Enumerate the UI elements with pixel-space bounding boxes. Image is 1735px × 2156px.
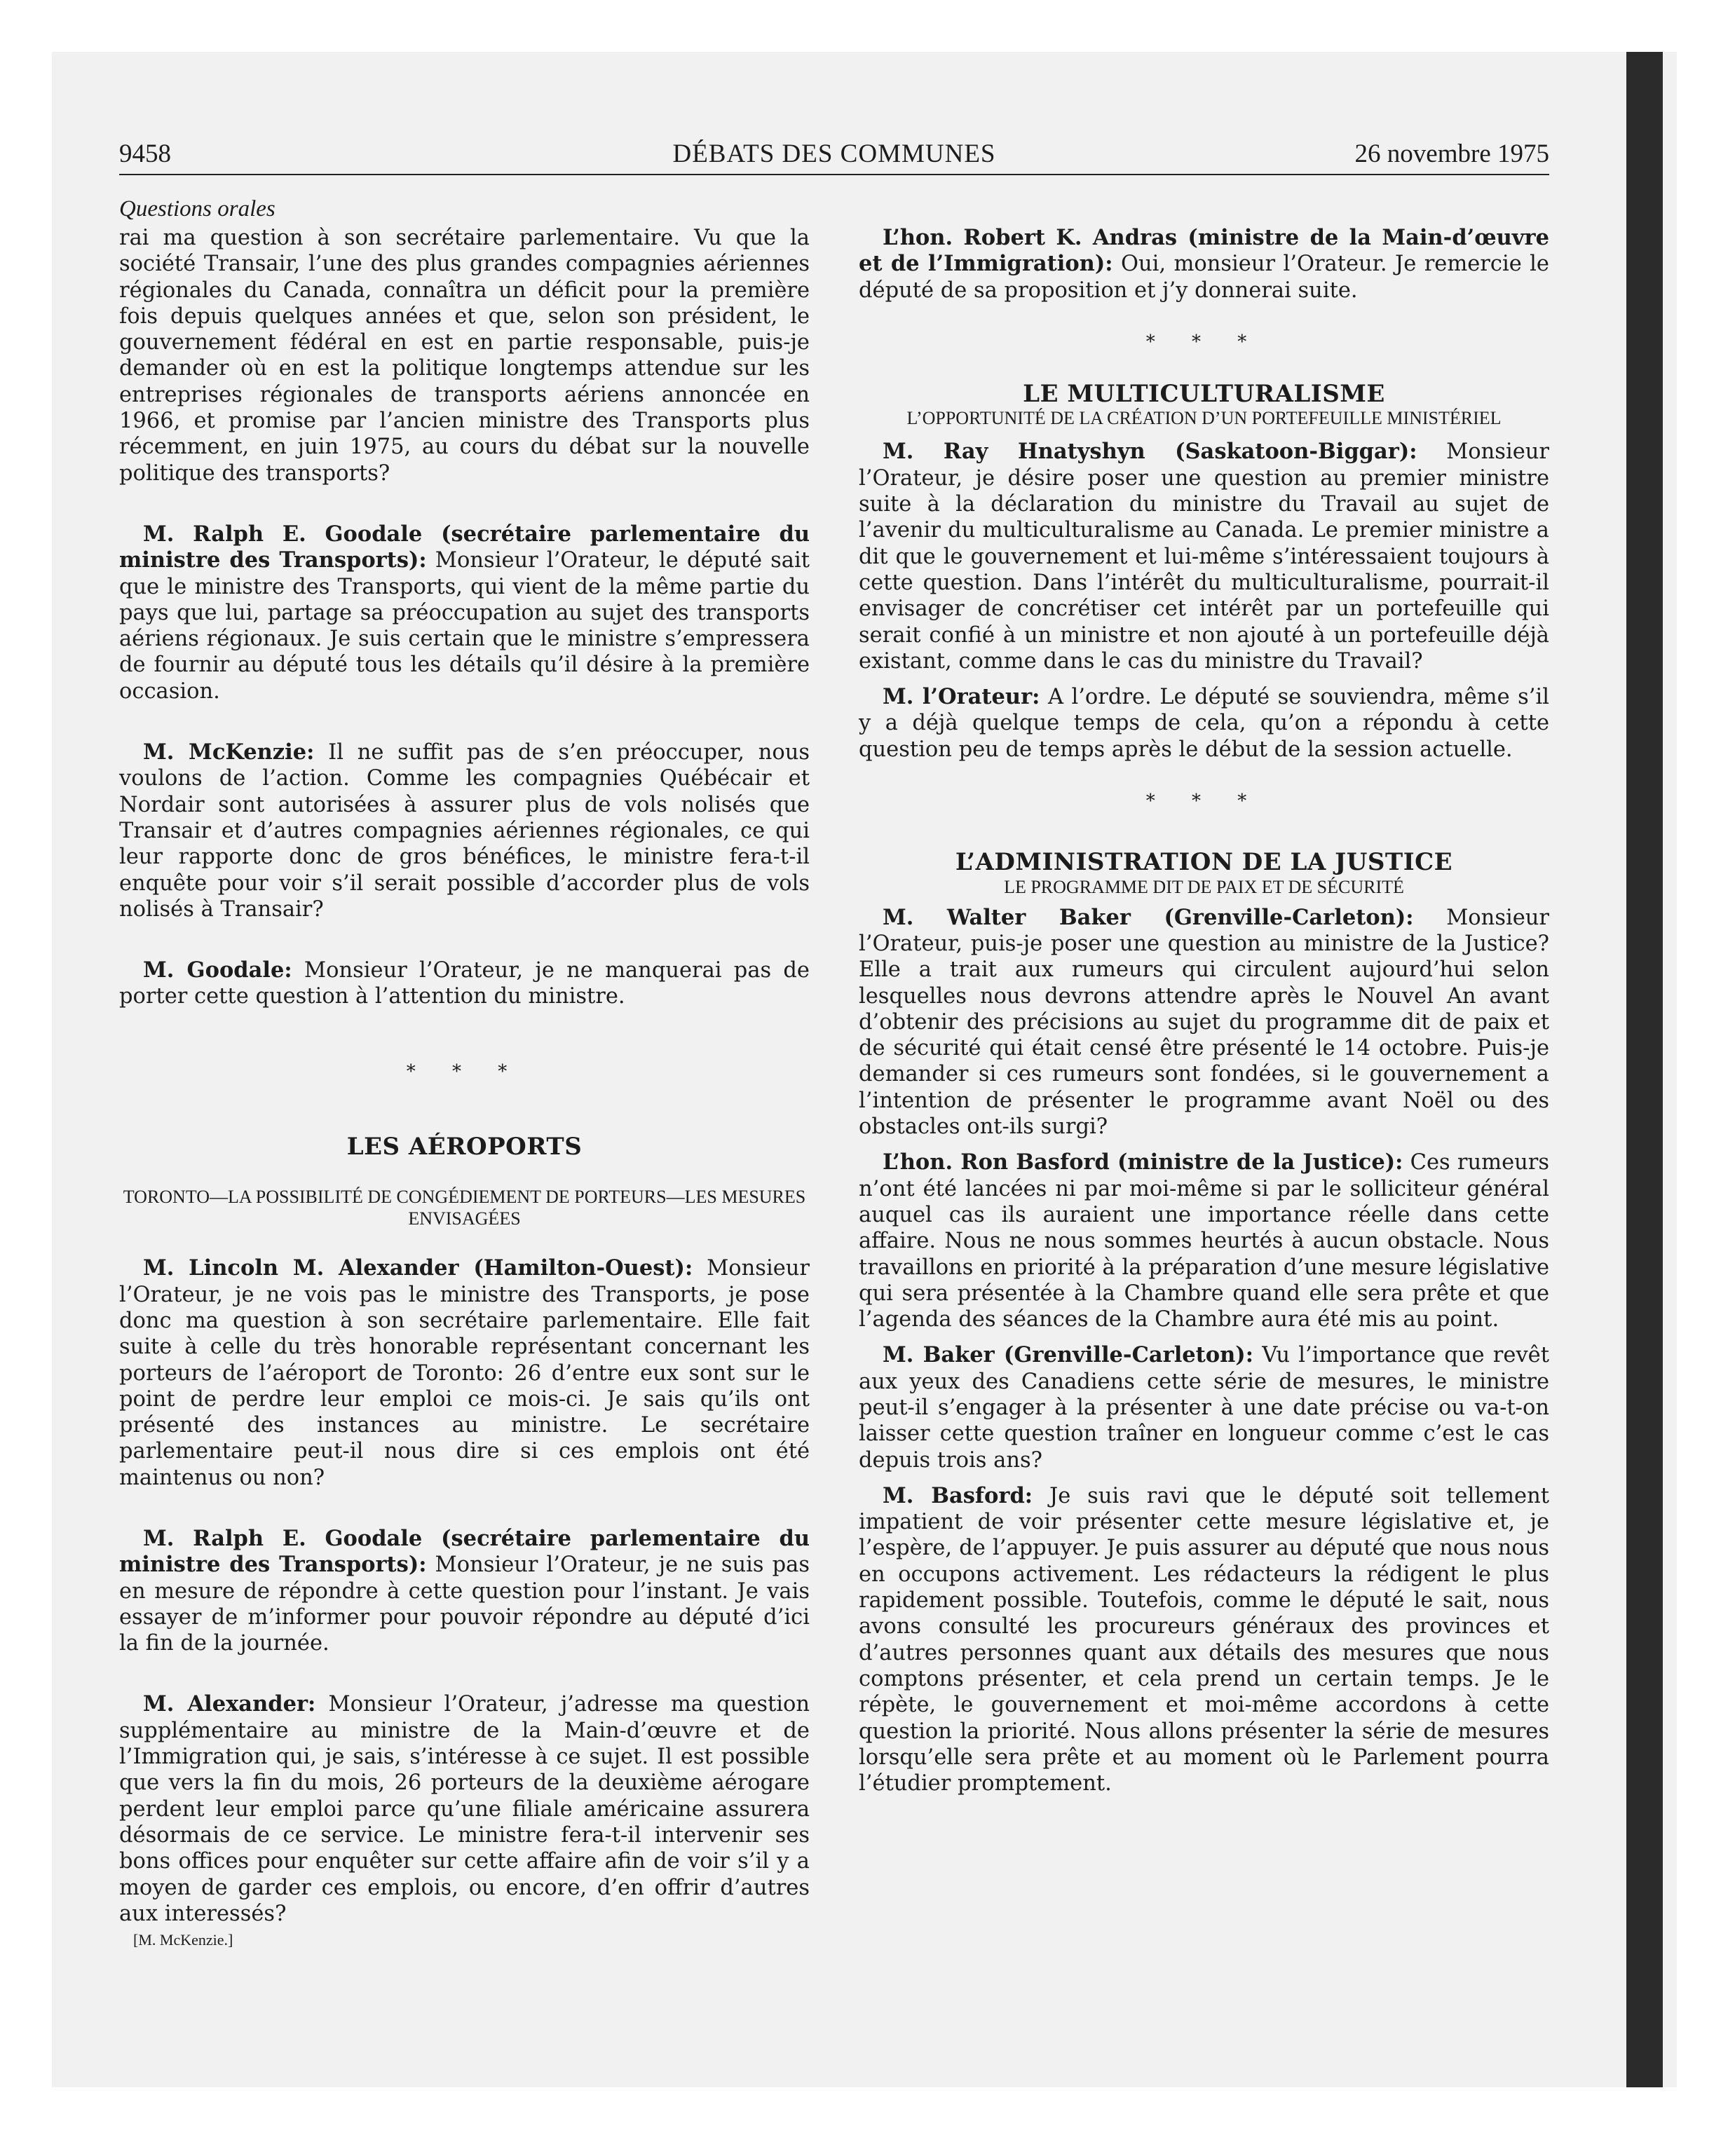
paragraph-text: Monsieur l’Orateur, j’adresse ma question supplémentaire au ministre de la Main-d’œuvre et de l’Immigration qui, je sais, s’intéresse à ce sujet. Il est possible que vers la fin du mois, 26 porteurs de la deuxième aérogare perdent leur emploi parce qu’une filiale américaine assurera désormais de ce service. Le ministre fera-t-il intervenir ses bons offices pour enquêter sur cette affaire afin de voir s’il y a moyen de garder ces emplois, ou encore, d’en offrir d’autres aux interessés? bbox=[119, 1692, 810, 1926]
section-subtitle: TORONTO—LA POSSIBILITÉ DE CONGÉDIEMENT DE PORTEURS—LES MESURES ENVISAGÉES bbox=[123, 1187, 806, 1229]
speaker-name: M. Ralph E. Goodale (secrétaire parlementaire du ministre des Transports): bbox=[119, 1525, 810, 1578]
paragraph bbox=[119, 1691, 810, 1927]
section-separator: * * * bbox=[1145, 331, 1263, 353]
speaker-name: M. l’Orateur: bbox=[883, 684, 1040, 710]
section-separator: * * * bbox=[1145, 791, 1263, 812]
paragraph-text: Monsieur l’Orateur, je ne suis pas en mesure de répondre à cette question pour l’instant. Je vais essayer de m’informer pour pouvoir répondre au député d’ici la fin de la journée. bbox=[119, 1553, 810, 1656]
paragraph bbox=[119, 957, 810, 1010]
paragraph bbox=[119, 739, 810, 922]
paragraph bbox=[859, 439, 1549, 674]
speaker-name: M. Basford: bbox=[883, 1482, 1033, 1508]
section-subtitle: LE PROGRAMME DIT DE PAIX ET DE SÉCURITÉ bbox=[1004, 876, 1404, 897]
speaker-name: M. Goodale: bbox=[143, 957, 292, 983]
section-title: LE MULTICULTURALISME bbox=[1023, 380, 1385, 409]
paragraph-text: Vu l’importance que revêt aux yeux des Canadiens cette série de mesures, le ministre peut-il s’engager à la présenter à une date précise ou va-t-on laisser cette question traîner en longueur comme c’est le cas depuis trois ans? bbox=[859, 1343, 1549, 1473]
paragraph bbox=[119, 521, 810, 704]
paragraph-text: Oui, monsieur l’Orateur. Je remercie le député de sa proposition et j’y donnerai suite. bbox=[859, 252, 1549, 303]
section-separator: * * * bbox=[406, 1060, 523, 1082]
paragraph-text: rai ma question à son secrétaire parlementaire. Vu que la société Transair, l’une des plus grandes compagnies aériennes régionales du Canada, connaîtra un déficit pour la première fois depuis quelques années et que, selon son président, le gouvernement fédéral en est en partie responsable, puis-je demander où en est la politique longtemps attendue sur les entreprises régionales de transports aériens annoncée en 1966, et promise par l’ancien ministre des Transports plus récemment, en juin 1975, au cours du débat sur la nouvelle politique des transports? bbox=[119, 226, 810, 486]
page-footnote: [M. McKenzie.] bbox=[133, 1931, 233, 1949]
page-number: 9458 bbox=[119, 139, 171, 168]
speaker-name: M. McKenzie: bbox=[143, 739, 315, 765]
hansard-page bbox=[119, 133, 1549, 2026]
page-header bbox=[119, 133, 1549, 175]
speaker-name: M. Alexander: bbox=[143, 1691, 316, 1717]
left-column bbox=[119, 196, 810, 1953]
section-title: L’ADMINISTRATION DE LA JUSTICE bbox=[955, 848, 1453, 877]
journal-title: DÉBATS DES COMMUNES bbox=[672, 139, 996, 168]
section-title: LES AÉROPORTS bbox=[346, 1133, 583, 1161]
paragraph-text: Monsieur l’Orateur, je ne vois pas le ministre des Transports, je pose donc ma question à son secrétaire parlementaire. Elle fait suite à celle du très honorable représentant concernant les porteurs de l’aéroport de Toronto: 26 d’entre eux sont sur le point de perdre leur emploi ce mois-ci. Je sais qu’ils ont présenté des instances au ministre. Le secrétaire parlementaire peut-il nous dire si ces emplois ont été maintenus ou non? bbox=[119, 1256, 810, 1490]
section-rubric: Questions orales bbox=[119, 196, 275, 221]
paragraph bbox=[859, 1149, 1549, 1332]
speaker-name: M. Lincoln M. Alexander (Hamilton-Ouest): bbox=[143, 1255, 693, 1281]
speaker-name: M. Ralph E. Goodale (secrétaire parlementaire du ministre des Transports): bbox=[119, 521, 810, 573]
paragraph bbox=[859, 1483, 1549, 1797]
paragraph-text: Monsieur l’Orateur, puis-je poser une question au ministre de la Justice? Elle a trait aux rumeurs qui circulent aujourd’hui selon lesquelles nous devrons attendre après le Nouvel An avant d’obtenir des précisions au sujet du programme dit de paix et de sécurité qui était censé être présenté le 14 octobre. Puis-je demander si ces rumeurs sont fondées, si le gouvernement a l’intention de présenter le programme avant Noël ou des obstacles ont-ils surgi? bbox=[859, 905, 1549, 1140]
paragraph bbox=[119, 1526, 810, 1656]
page-date: 26 novembre 1975 bbox=[1354, 139, 1549, 168]
paragraph-text: Ces rumeurs n’ont été lancées ni par moi-même si par le solliciteur général auquel cas ils auraient une importance réelle dans cette affaire. Nous ne nous sommes heurtés à aucun obstacle. Nous travaillons en priorité à la préparation d’une mesure législative qui sera présentée à la Chambre quand elle sera prête et que l’agenda des séances de la Chambre aura été mis au point. bbox=[859, 1150, 1549, 1332]
right-column bbox=[859, 196, 1549, 1796]
paragraph bbox=[859, 905, 1549, 1140]
paragraph bbox=[119, 225, 810, 486]
paragraph bbox=[859, 684, 1549, 763]
paragraph-text: Il ne suffit pas de s’en préoccuper, nous voulons de l’action. Comme les compagnies Québécair et Nordair sont autorisées à assurer plus de vols nolisés que Transair et d’autres compagnies aériennes régionales, ce qui leur rapporte donc de gros bénéfices, le ministre fera-t-il enquête pour voir s’il serait possible d’accorder plus de vols nolisés à Transair? bbox=[119, 740, 810, 922]
paragraph-text: A l’ordre. Le député se souviendra, même s’il y a déjà quelque temps de cela, qu’on a répondu à cette question peu de temps après le début de la session actuelle. bbox=[859, 685, 1549, 762]
speaker-name: L’hon. Ron Basford (ministre de la Justice): bbox=[883, 1149, 1403, 1175]
paragraph-text: Monsieur l’Orateur, le député sait que le ministre des Transports, qui vient de la même partie du pays que lui, partage sa préoccupation au sujet des transports aériens régionaux. Je suis certain que le ministre s’empressera de fournir au député tous les détails qu’il désire à la première occasion. bbox=[119, 548, 810, 704]
paragraph bbox=[119, 1255, 810, 1491]
paragraph bbox=[859, 225, 1549, 303]
speaker-name: L’hon. Robert K. Andras (ministre de la Main-d’œuvre et de l’Immigration): bbox=[859, 225, 1549, 277]
speaker-name: M. Baker (Grenville-Carleton): bbox=[883, 1342, 1253, 1368]
speaker-name: M. Walter Baker (Grenville-Carleton): bbox=[883, 904, 1414, 930]
scan-edge-shadow bbox=[1626, 52, 1663, 2087]
paragraph-text: Monsieur l’Orateur, je ne manquerai pas de porter cette question à l’attention du ministre. bbox=[119, 958, 810, 1009]
speaker-name: M. Ray Hnatyshyn (Saskatoon-Biggar): bbox=[883, 439, 1417, 465]
section-subtitle: L’OPPORTUNITÉ DE LA CRÉATION D’UN PORTEFEUILLE MINISTÉRIEL bbox=[906, 408, 1502, 429]
paragraph-text: Monsieur l’Orateur, je désire poser une question au premier ministre suite à la déclaration du ministre du Travail au sujet de l’avenir du multiculturalisme au Canada. Le premier ministre a dit que le gouvernement et lui-même s’intéressaient toujours à cette question. Dans l’intérêt du multiculturalisme, pourrait-il envisager de concrétiser cet intérêt par un portefeuille qui serait confié à un ministre et non ajouté à un portefeuille déjà existant, comme dans le cas du ministre du Travail? bbox=[859, 439, 1549, 674]
paragraph bbox=[859, 1342, 1549, 1473]
paragraph-text: Je suis ravi que le député soit tellement impatient de voir présenter cette mesure législative et, je l’espère, de l’appuyer. Je puis assurer au député que nous nous en occupons activement. Les rédacteurs la rédigent le plus rapidement possible. Toutefois, comme le député le sait, nous avons consulté les procureurs généraux des provinces et d’autres personnes quant aux détails des mesures que nous comptons présenter, et cela prend un certain temps. Je le répète, le gouvernement et moi-même accordons à cette question la priorité. Nous allons présenter la série de mesures lorsqu’elle sera prête et au moment où le Parlement pourra l’étudier promptement. bbox=[859, 1483, 1549, 1796]
